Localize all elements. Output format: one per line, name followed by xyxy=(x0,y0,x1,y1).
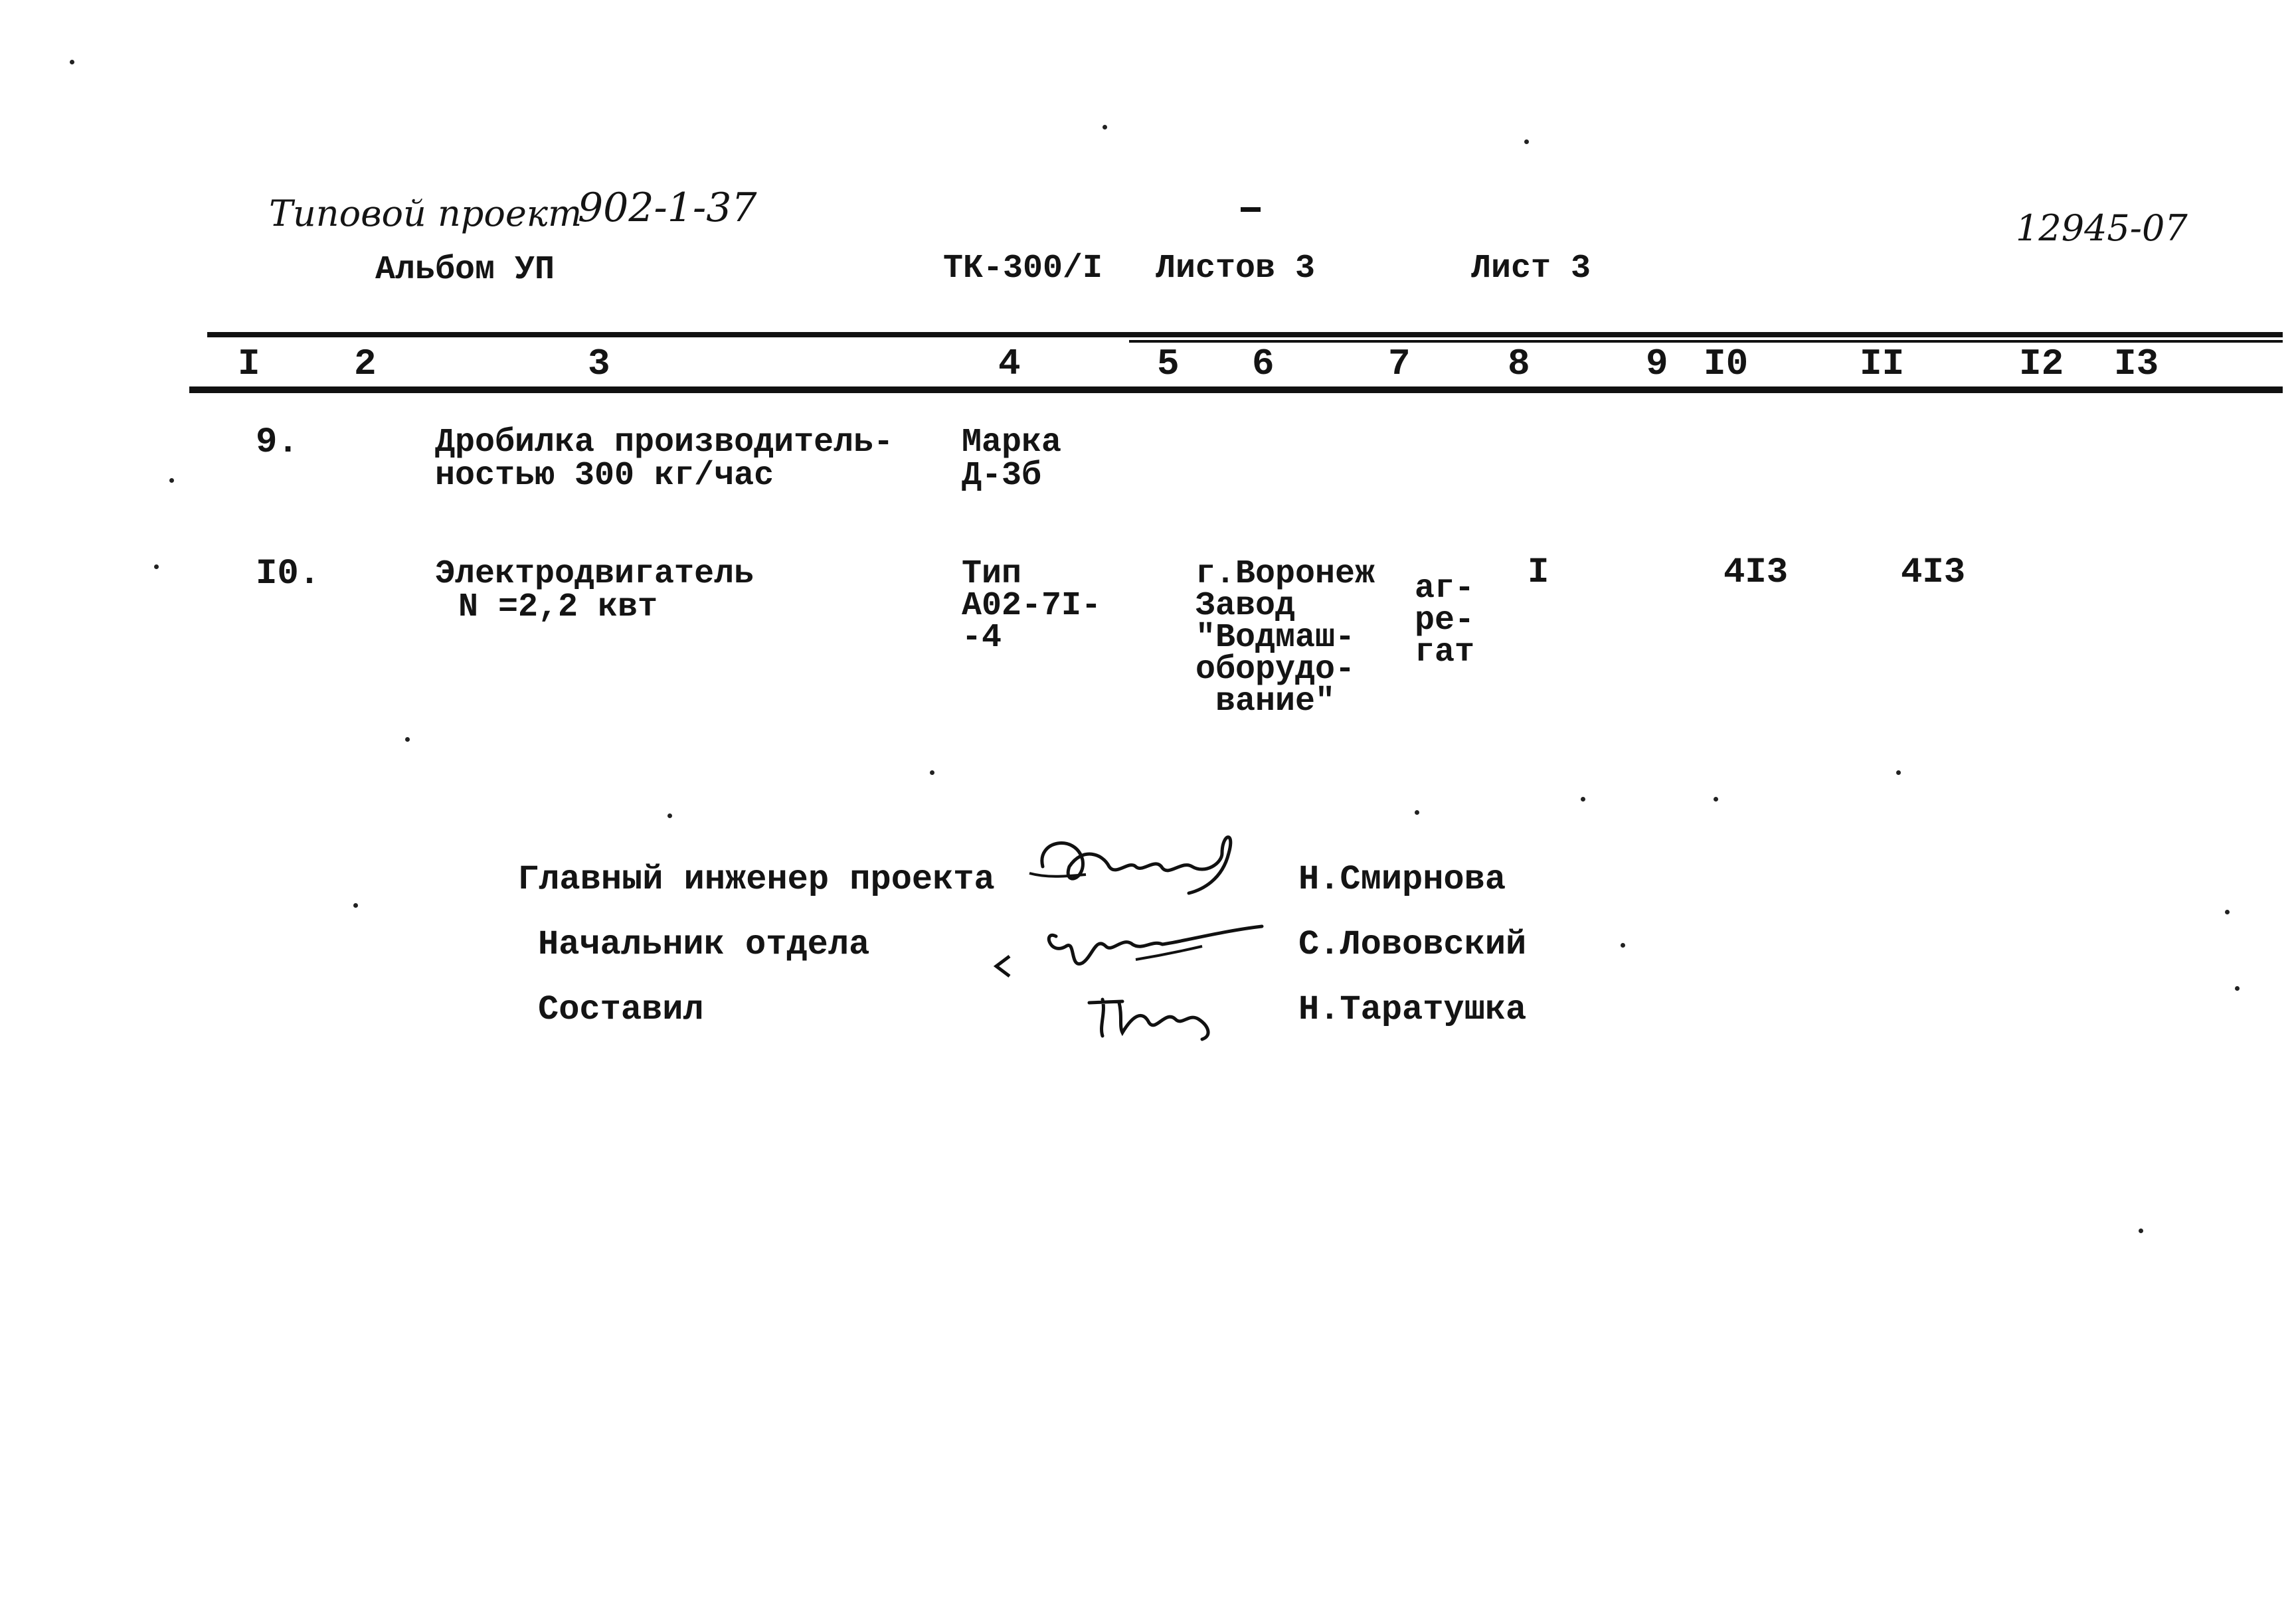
table-top-rule xyxy=(207,332,2283,337)
manufacturer-line-1: г.Воронеж xyxy=(1195,555,1375,593)
column-header-13: I3 xyxy=(2114,343,2159,385)
signature-person: Н.Смирнова xyxy=(1298,860,1506,899)
manufacturer-line-5: вание" xyxy=(1215,683,1336,721)
row-number: 9. xyxy=(256,422,299,463)
document-code: ТК-300/I xyxy=(943,250,1103,288)
column-11-value: 4I3 xyxy=(1901,552,1966,593)
item-type-line-1: Марка xyxy=(962,424,1062,462)
column-header-5: 5 xyxy=(1157,343,1180,385)
row-number: I0. xyxy=(256,554,321,594)
item-type-line-1: Тип xyxy=(962,555,1022,593)
column-header-7: 7 xyxy=(1388,343,1411,385)
column-header-8: 8 xyxy=(1508,343,1530,385)
signature-role: Главный инженер проекта xyxy=(518,860,995,899)
table-header-bottom-rule xyxy=(189,386,2283,393)
column-header-4: 4 xyxy=(998,343,1021,385)
signature-person: Н.Таратушка xyxy=(1298,990,1527,1029)
column-header-12: I2 xyxy=(2019,343,2064,385)
item-type-line-2: А02-7I- xyxy=(962,587,1102,625)
document-number: 12945-07 xyxy=(2016,207,2188,249)
sheets-total: Листов 3 xyxy=(1156,250,1316,288)
column-header-10: I0 xyxy=(1704,343,1749,385)
header-dash xyxy=(1241,207,1261,212)
column-header-9: 9 xyxy=(1646,343,1668,385)
unit-line-1: аг- xyxy=(1415,570,1475,608)
item-name-line-2: N =2,2 квт xyxy=(458,588,658,626)
item-type-line-2: Д-3б xyxy=(962,457,1042,495)
quantity: I xyxy=(1528,552,1549,593)
item-type-line-3: -4 xyxy=(962,619,1002,657)
handwritten-signature xyxy=(983,910,1275,983)
column-10-value: 4I3 xyxy=(1723,552,1789,593)
handwritten-signature xyxy=(1083,983,1229,1043)
manufacturer-line-4: оборудо- xyxy=(1195,651,1356,689)
item-name-line-2: ностью 300 кг/час xyxy=(435,457,774,495)
album-label: Альбом УП xyxy=(375,251,555,289)
column-header-6: 6 xyxy=(1252,343,1275,385)
unit-line-3: гат xyxy=(1415,634,1475,671)
item-name-line-1: Дробилка производитель- xyxy=(435,424,894,462)
column-header-1: I xyxy=(238,343,260,385)
column-header-3: 3 xyxy=(588,343,610,385)
item-name-line-1: Электродвигатель xyxy=(435,555,754,593)
signature-role: Начальник отдела xyxy=(538,925,870,964)
sheet-number: Лист 3 xyxy=(1471,250,1591,288)
manufacturer-line-2: Завод xyxy=(1195,587,1296,625)
column-header-2: 2 xyxy=(354,343,377,385)
signature-person: С.Лововский xyxy=(1298,925,1527,964)
project-label: Типовой проект xyxy=(269,193,582,234)
unit-line-2: ре- xyxy=(1415,602,1475,639)
manufacturer-line-3: "Водмаш- xyxy=(1195,619,1356,657)
handwritten-signature xyxy=(1023,827,1262,900)
column-header-11: II xyxy=(1860,343,1905,385)
signature-role: Составил xyxy=(538,990,704,1029)
project-number: 902-1-37 xyxy=(578,185,757,231)
